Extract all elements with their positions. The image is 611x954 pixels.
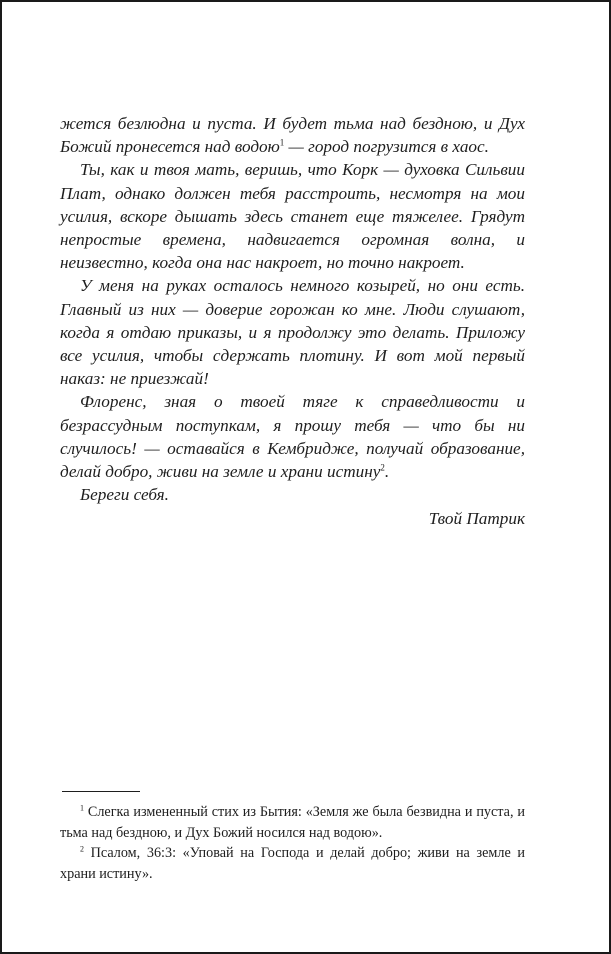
footnote-2 [60,843,525,884]
footnote-1-text: Слегка измененный стих из Бытия: «Земля же была безвидна и пуста, и тьма над бездною, и Дух Божий носился над водою». [60,804,525,841]
footnote-2-text: Псалом, 36:3: «Уповай на Господа и делай добро; живи на земле и храни истину». [60,845,525,882]
paragraph-4-tail: . [384,462,390,482]
paragraph-4-text: Флоренс, зная о твоей тяге к справедливости и безрассудным поступкам, я прошу тебя — что бы ни случилось! — оставайся в Кембридже, получай образование, делай добро, живи на земле и храни истину [60,392,525,482]
paragraph-2: Ты, как и твоя мать, веришь, что Корк — духовка Сильвии Плат, однако должен тебя расстроить, несмотря на мои усилия, вскоре дышать здесь станет еще тяжелее. Грядут непростые времена, надвигается огромная волна, и неизвестно, когда она нас накроет, но точно накроет. [60,160,525,273]
footnote-2-number: 2 [80,844,84,854]
paragraph-1-tail: — город погрузится в хаос. [284,137,489,157]
signature: Твой Патрик [428,509,525,529]
paragraph-1 [60,112,525,158]
footnote-1 [60,802,525,843]
paragraph-3: У меня на руках осталось немного козырей, но они есть. Главный из них — доверие горожан ко мне. Люди слушают, когда я отдаю приказы, и я продолжу это делать. Приложу все усилия, чтобы сдержать плотину. И вот мой первый наказ: не приезжай! [60,276,525,389]
footnotes [60,802,525,884]
paragraph-4 [60,390,525,483]
footnote-ref-1: 1 [279,137,285,148]
footnote-divider [62,791,140,792]
footnote-ref-2: 2 [380,462,385,473]
paragraph-1-text: жется безлюдна и пуста. И будет тьма над бездною, и Дух Божий пронесется над водою [60,114,525,157]
footnote-1-number: 1 [80,803,84,813]
paragraph-5: Береги себя. [80,485,169,505]
letter-body [60,112,525,531]
